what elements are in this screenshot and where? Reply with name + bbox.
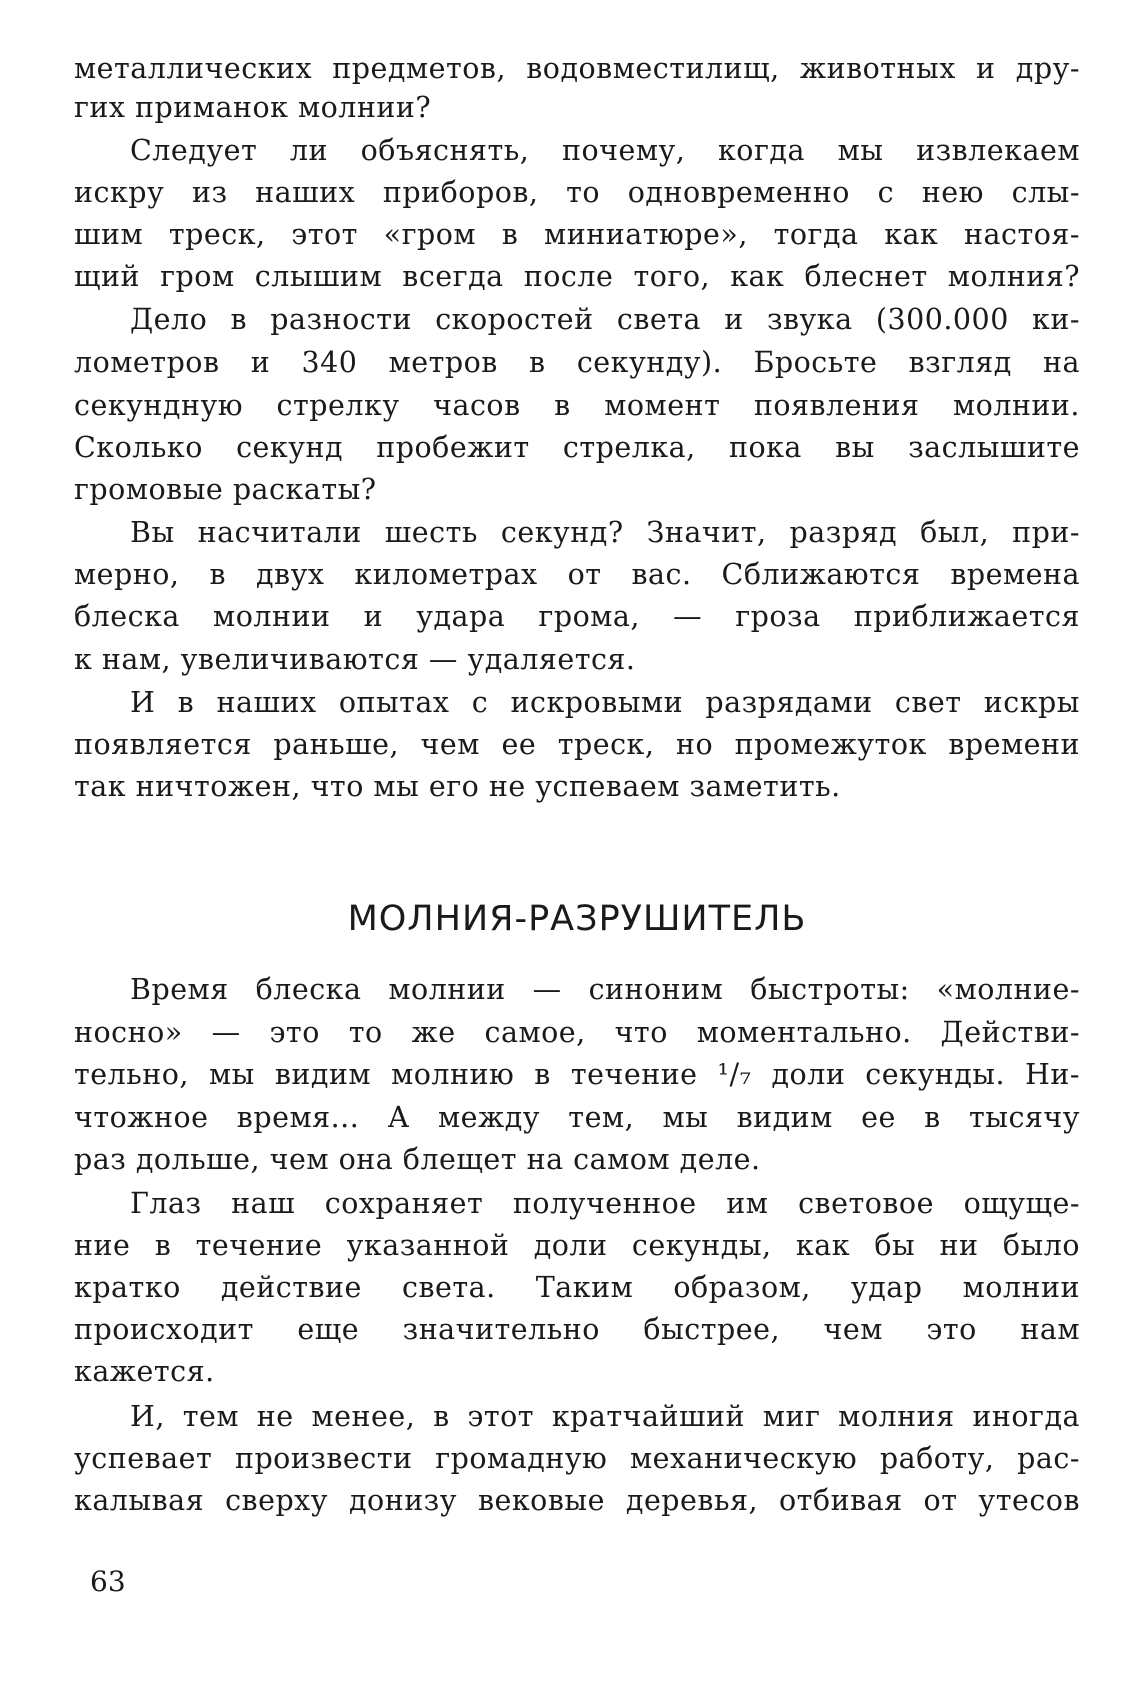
text-line: блеска молнии и удара грома, — гроза приближается: [74, 600, 1080, 633]
text-line: искру из наших приборов, то одновременно с нею слы-: [74, 176, 1080, 209]
text-line: Вы насчитали шесть секунд? Значит, разряд был, при-: [130, 516, 1080, 549]
page-number: 63: [90, 1565, 126, 1598]
text-line: происходит еще значительно быстрее, чем это нам: [74, 1313, 1080, 1346]
text-line: к нам, увеличиваются — удаляется.: [74, 643, 636, 676]
text-line: Дело в разности скоростей света и звука (300.000 ки-: [130, 303, 1080, 336]
section-heading: МОЛНИЯ-РАЗРУШИТЕЛЬ: [347, 899, 807, 939]
text-line: калывая сверху донизу вековые деревья, отбивая от утесов: [74, 1484, 1080, 1517]
text-line: громовые раскаты?: [74, 473, 377, 506]
text-line: кратко действие света. Таким образом, удар молнии: [74, 1271, 1080, 1304]
text-line: гих приманок молнии?: [74, 91, 432, 124]
text-line: шим треск, этот «гром в миниатюре», тогда как настоя-: [74, 218, 1080, 251]
text-line: И, тем не менее, в этот кратчайший миг молния иногда: [130, 1400, 1080, 1433]
text-line: появляется раньше, чем ее треск, но промежуток времени: [74, 728, 1080, 761]
text-line: тельно, мы видим молнию в течение ¹/₇ доли секунды. Ни-: [74, 1058, 1080, 1091]
text-line: ние в течение указанной доли секунды, как бы ни было: [74, 1229, 1080, 1262]
text-line: носно» — это то же самое, что моментально. Действи-: [74, 1016, 1080, 1049]
text-line: Сколько секунд пробежит стрелка, пока вы заслышите: [74, 431, 1080, 464]
text-line: чтожное время... А между тем, мы видим ее в тысячу: [74, 1101, 1080, 1134]
text-line: Время блеска молнии — синоним быстроты: «молние-: [130, 973, 1080, 1006]
text-line: И в наших опытах с искровыми разрядами свет искры: [130, 686, 1080, 719]
text-line: успевает произвести громадную механическую работу, рас-: [74, 1442, 1080, 1475]
text-line: Следует ли объяснять, почему, когда мы извлекаем: [130, 134, 1080, 167]
text-line: металлических предметов, водовместилищ, животных и дру-: [74, 52, 1080, 85]
text-line: Глаз наш сохраняет полученное им световое ощуще-: [130, 1187, 1080, 1220]
text-line: кажется.: [74, 1355, 215, 1388]
text-line: лометров и 340 метров в секунду). Бросьте взгляд на: [74, 346, 1080, 379]
text-line: мерно, в двух километрах от вас. Сближаются времена: [74, 558, 1080, 591]
text-line: секундную стрелку часов в момент появления молнии.: [74, 389, 1080, 422]
text-line: так ничтожен, что мы его не успеваем заметить.: [74, 770, 841, 803]
text-line: раз дольше, чем она блещет на самом деле.: [74, 1143, 761, 1176]
text-line: щий гром слышим всегда после того, как блеснет молния?: [74, 260, 1080, 293]
